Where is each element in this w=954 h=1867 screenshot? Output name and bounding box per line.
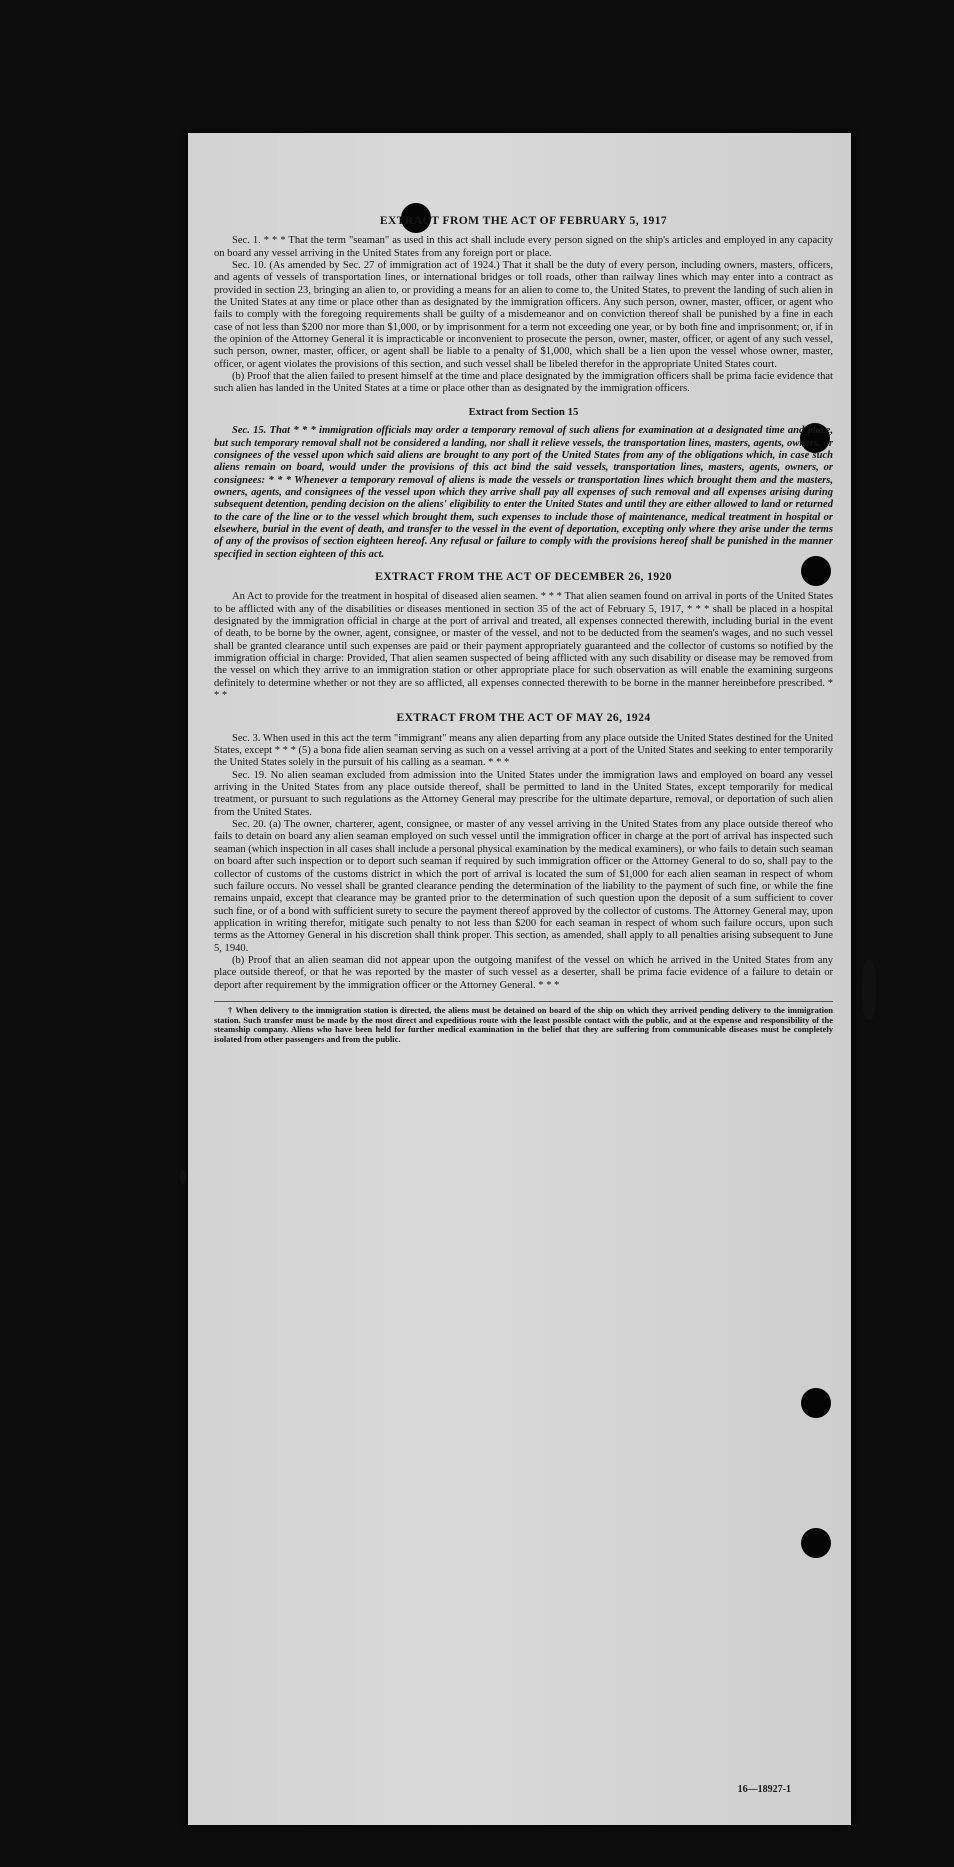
- form-number: 16—18927-1: [737, 1784, 791, 1795]
- heading-act-1920: EXTRACT FROM THE ACT OF DECEMBER 26, 1920: [375, 569, 672, 583]
- paragraph-sec-20b: (b) Proof that an alien seaman did not appear upon the outgoing manifest of the vessel on which he arrived in the United States from any place outside thereof, or that he was reported by the master of such vessel as a deserter, shall be prima facie evidence of a failure to detain or deport after requirement by the immigration officer or the Attorney General. * * *: [214, 954, 833, 991]
- paragraph-sec-10: Sec. 10. (As amended by Sec. 27 of immigration act of 1924.) That it shall be the duty of every person, including owners, masters, officers, and agents of vessels of transportation lines, or international bridges or toll roads, other than railway lines which may enter into a contract as provided in section 23, bringing an alien to, or providing a means for an alien to come to, the United States, to prevent the landing of such alien in the United States at any time or place other than as designated by the immigration officers. Any such person, owner, master, officer, or agent who fails to comply with the foregoing requirements shall be guilty of a misdemeanor and on conviction thereof shall be punished by a fine in each case of not less than $200 nor more than $1,000, or by imprisonment for a term not exceeding one year, or by both fine and imprisonment; or, if in the opinion of the Attorney General it is impracticable or inconvenient to prosecute the person, owner, master, officer, or agent of any such vessel, such person, owner, master, officer, or agent shall be liable to a penalty of $1,000, which shall be a lien upon the vessel whose owner, master, officer, or agent violates the provisions of this section, and such vessel shall be libeled therefor in the appropriate United States court.: [214, 260, 833, 370]
- paragraph-sec-10b: (b) Proof that the alien failed to present himself at the time and place designated by the immigration officers shall be prima facie evidence that such alien has landed in the United States at a time or place other than as designated by the immigration officers.: [214, 371, 833, 395]
- document-page: [188, 133, 851, 1825]
- punch-hole: [801, 1528, 831, 1558]
- subheading-section-15: Extract from Section 15: [468, 405, 579, 418]
- document-body: [214, 215, 833, 1044]
- punch-hole: [801, 1388, 831, 1418]
- film-smudge: [180, 1170, 186, 1184]
- heading-act-1917: EXTRACT FROM THE ACT OF FEBRUARY 5, 1917: [379, 214, 668, 227]
- film-smudge: [862, 960, 876, 1020]
- paragraph-sec-15: Sec. 15. That * * * immigration officials may order a temporary removal of such aliens for examination at a designated time and place, but such temporary removal shall not be considered a landing, nor shall it relieve vessels, the transportation lines, masters, agents, owners, or consignees of the vessel upon which said aliens are brought to any port of the United States from any of the obligations which, in case such aliens remain on board, would under the provisions of this act bind the said vessels, transportation lines, masters, agents, owners, or consignees: * * * Whenever a temporary removal of aliens is made the vessels or transportation lines which brought them and the masters, owners, agents, and consignees of the vessel upon which they arrive shall pay all expenses of such removal and all expenses arising during subsequent detention, pending decision on the aliens' eligibility to enter the United States and until they are either allowed to land or returned to the care of the line or to the vessel which brought them, such expenses to include those of maintenance, medical treatment in hospital or elsewhere, burial in the event of death, and transfer to the vessel in the event of deportation, excepting only where they arise under the terms of any of the provisos of section eighteen hereof. Any refusal or failure to comply with the provisions hereof shall be punished in the manner specified in section eighteen of this act.: [214, 425, 833, 560]
- paragraph-sec-20: Sec. 20. (a) The owner, charterer, agent, consignee, or master of any vessel arriving in the United States from any place outside thereof who fails to detain on board any alien seaman employed on such vessel until the immigration officer in charge at the port of arrival has inspected such seaman (which inspection in all cases shall include a personal physical examination by the medical examiners), or who fails to detain such seaman on board after such inspection or to deport such seaman if required by such immigration officer or the Attorney General to do so, shall pay to the collector of customs of the customs district in which the port of arrival is located the sum of $1,000 for each alien seaman in respect of whom such failure occurs. No vessel shall be granted clearance pending the determination of the liability to the payment of such fine, or while the fine remains unpaid, except that clearance may be granted prior to the determination of such question upon the deposit of a sum sufficient to cover such fine, or of a bond with sufficient surety to secure the payment thereof approved by the collector of customs. The Attorney General may, upon application in writing therefor, mitigate such penalty to not less than $200 for each seaman in respect of whom such failure occurs, upon such terms as the Attorney General in his discretion shall think proper. This section, as amended, shall apply to all penalties arising subsequent to June 5, 1940.: [214, 819, 833, 954]
- paragraph-sec-3: Sec. 3. When used in this act the term "immigrant" means any alien departing from any place outside the United States destined for the United States, except * * * (5) a bona fide alien seaman serving as such on a vessel arriving at a port of the United States and seeking to enter temporarily the United States solely in the pursuit of his calling as a seaman. * * *: [214, 732, 833, 769]
- paragraph-sec-19: Sec. 19. No alien seaman excluded from admission into the United States under the immigration laws and employed on board any vessel arriving in the United States from any place outside thereof, shall be permitted to land in the United States, except temporarily for medical treatment, or pursuant to such regulations as the Attorney General may prescribe for the ultimate departure, removal, or deportation of such alien from the United States.: [214, 769, 833, 818]
- footnote: † When delivery to the immigration station is directed, the aliens must be detained on board of the ship on which they arrived pending delivery to the immigration station. Such transfer must be made by the most direct and expeditious route with the least possible contact with the public, and at the expense and responsibility of the steamship company. Aliens who have been held for further medical examination in the belief that they are suffering from communicable diseases must be completely isolated from other passengers and from the public.: [214, 1001, 833, 1044]
- paragraph-act-1920: An Act to provide for the treatment in hospital of diseased alien seamen. * * * That alien seamen found on arrival in ports of the United States to be afflicted with any of the disabilities or diseases mentioned in section 35 of the act of February 5, 1917, * * * shall be placed in a hospital designated by the immigration official in charge at the port of arrival and treated, all expenses connected therewith, including burial in the event of death, to be borne by the owner, agent, consignee, or master of the vessel, and not to be deducted from the seamen's wages, and no such vessel shall be granted clearance until such expenses are paid or their payment appropriately guaranteed and the collector of customs so notified by the immigration official in charge: Provided, That alien seamen suspected of being afflicted with any such disability or disease may be removed from the vessel on which they arrive to an immigration station or other appropriate place for such observation as will enable the examining surgeons definitely to determine whether or not they are so afflicted, all expenses connected therewith to be borne in the manner hereinbefore prescribed. * * *: [214, 591, 833, 702]
- heading-act-1924: EXTRACT FROM THE ACT OF MAY 26, 1924: [396, 711, 651, 725]
- paragraph-sec-1: Sec. 1. * * * That the term "seaman" as used in this act shall include every person signed on the ship's articles and employed in any capacity on board any vessel arriving in the United States from any foreign port or place.: [214, 235, 833, 259]
